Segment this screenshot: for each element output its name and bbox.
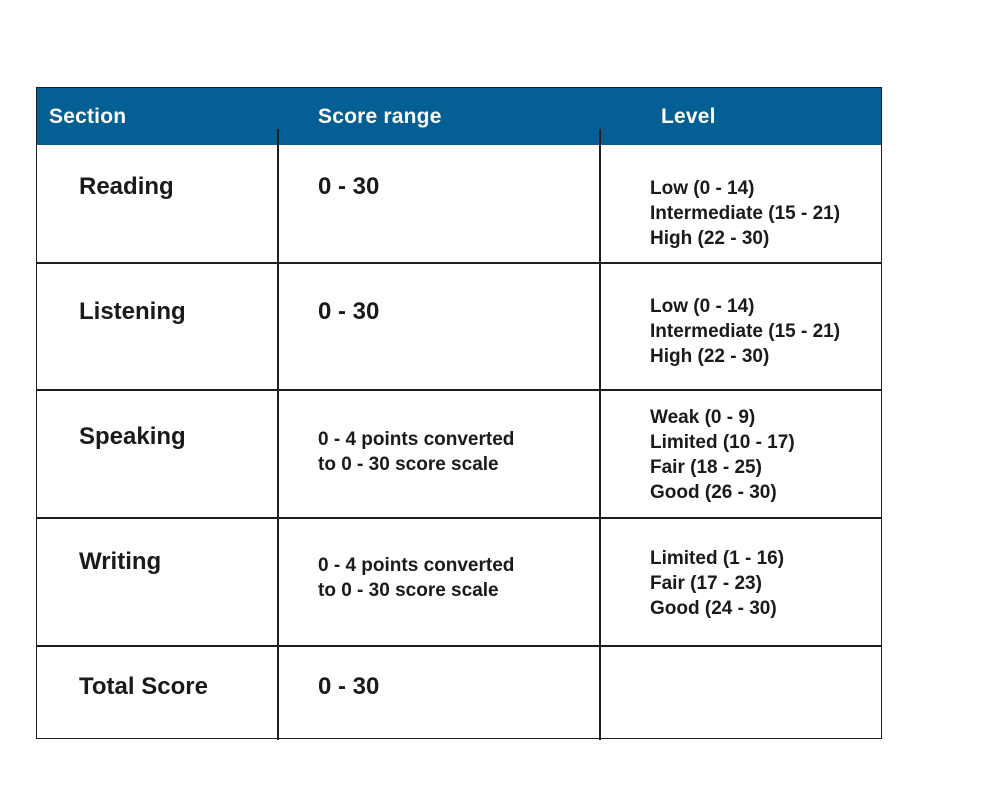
level-item: Limited (1 - 16): [650, 548, 785, 569]
header-section: Section: [49, 105, 127, 128]
header-divider: [277, 129, 279, 145]
column-divider: [277, 145, 279, 740]
score-range-line: to 0 - 30 score scale: [318, 580, 499, 601]
level-item: Low (0 - 14): [650, 178, 755, 199]
score-range-listening: 0 - 30: [318, 298, 380, 325]
section-total-score: Total Score: [79, 673, 208, 700]
levels-listening: [650, 294, 840, 369]
score-range-total: 0 - 30: [318, 673, 380, 700]
level-item: Low (0 - 14): [650, 296, 755, 317]
score-range-reading: 0 - 30: [318, 173, 380, 200]
section-speaking: Speaking: [79, 423, 186, 450]
row-divider: [37, 645, 881, 647]
section-writing: Writing: [79, 548, 162, 575]
level-item: High (22 - 30): [650, 346, 770, 367]
level-item: Good (26 - 30): [650, 482, 777, 503]
header-level: Level: [661, 105, 716, 128]
level-item: Intermediate (15 - 21): [650, 321, 841, 342]
levels-speaking: [650, 405, 795, 505]
table-header: [37, 88, 881, 145]
row-divider: [37, 517, 881, 519]
level-item: Good (24 - 30): [650, 598, 777, 619]
score-range-line: to 0 - 30 score scale: [318, 454, 499, 475]
level-item: Limited (10 - 17): [650, 432, 795, 453]
section-listening: Listening: [79, 298, 186, 325]
row-divider: [37, 262, 881, 264]
header-score-range: Score range: [318, 105, 442, 128]
levels-reading: [650, 176, 840, 251]
section-reading: Reading: [79, 173, 174, 200]
column-divider: [599, 145, 601, 740]
row-divider: [37, 389, 881, 391]
score-range-speaking: [318, 427, 514, 477]
level-item: High (22 - 30): [650, 228, 770, 249]
score-range-writing: [318, 553, 514, 603]
score-range-line: 0 - 4 points converted: [318, 429, 515, 450]
level-item: Weak (0 - 9): [650, 407, 756, 428]
level-item: Fair (17 - 23): [650, 573, 762, 594]
level-item: Intermediate (15 - 21): [650, 203, 841, 224]
level-item: Fair (18 - 25): [650, 457, 762, 478]
score-table: [36, 87, 882, 739]
header-divider: [599, 129, 601, 145]
levels-writing: [650, 546, 784, 621]
score-range-line: 0 - 4 points converted: [318, 555, 515, 576]
